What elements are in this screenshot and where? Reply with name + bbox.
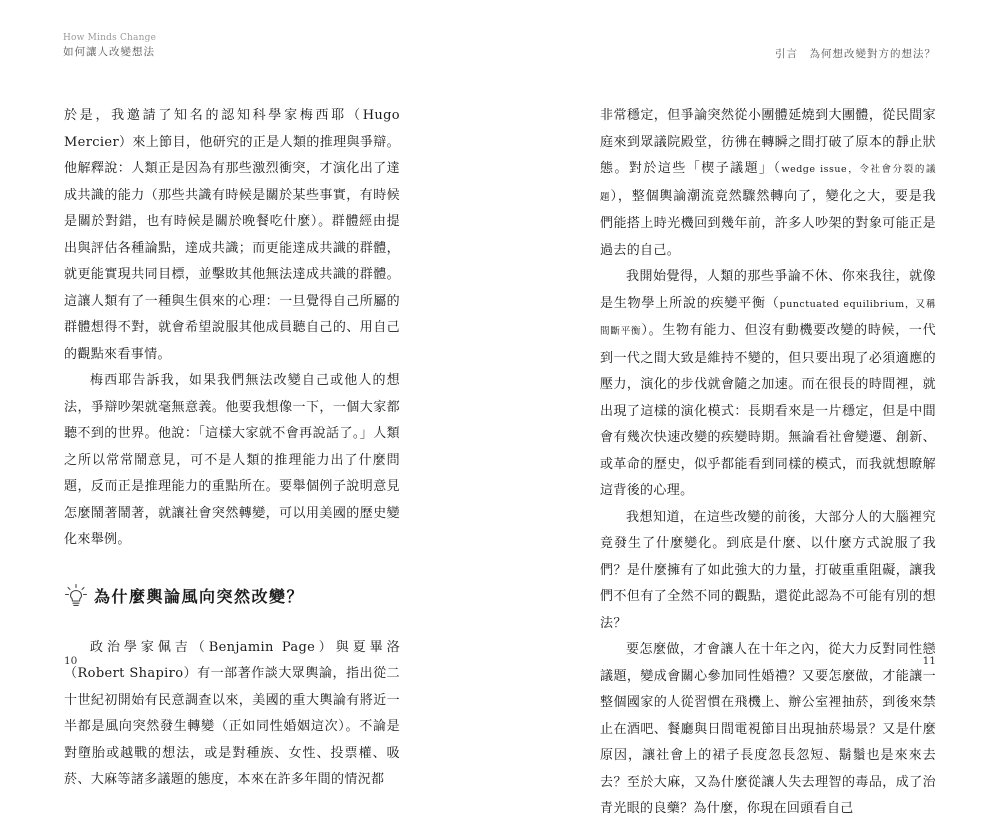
gloss-text: punctuated equilibrium，又稱間斷平衡 (600, 298, 936, 337)
page-number: 11 (922, 655, 936, 667)
paragraph-text: 非常穩定，但爭論突然從小團體延燒到大團體，從民間家庭來到眾議院殿堂，彷彿在轉瞬之間打破了原本的靜止狀態。對於這些「楔子議題」（ (600, 108, 936, 176)
paragraph (600, 103, 936, 264)
page-number: 10 (64, 655, 78, 667)
section-heading (64, 581, 400, 611)
right-page (500, 0, 1000, 816)
paragraph-text: 我開始覺得，人類的那些爭論不休、你來我往，就像是生物學上所說的疾變平衡（ (600, 269, 936, 311)
paragraph-text: ）。生物有能力、但沒有動機要改變的時候，一代到一代之間大致是維持不變的，但只要出現了必須適應的壓力，演化的步伐就會隨之加速。而在很長的時間裡，就出現了這樣的演化模式：長期看來是一片穩定，但是中間會有幾次快速改變的疾變時期。無論看社會變遷、創新、或革命的歷史，似乎都能看到同樣的模式，而我就想瞭解這背後的心理。 (600, 323, 936, 498)
running-header-book-title: 如何讓人改變想法 (63, 46, 155, 58)
paragraph: 政治學家佩吉（Benjamin Page）與夏畢洛（Robert Shapiro）有一部著作談大眾輿論，指出從二十世紀初開始有民意調查以來，美國的重大輿論有將近一半都是風向突然發生轉變（正如同性婚姻這次）。不論是對墮胎或越戰的想法，或是對種族、女性、投票權、吸菸、大麻等諸多議題的態度，本來在許多年間的情況都 (64, 639, 400, 787)
running-header-english-title: How Minds Change (63, 33, 157, 43)
running-header-chapter-title: 引言 為何想改變對方的想法？ (775, 48, 936, 60)
gloss-text: wedge issue，令社會分裂的議題 (600, 164, 936, 203)
paragraph: 要怎麼做，才會讓人在十年之內，從大力反對同性戀議題，變成會關心參加同性婚禮？又要怎麼做，才能讓一整個國家的人從習慣在飛機上、辦公室裡抽菸，到後來禁止在酒吧、餐廳與日間電視節目出現抽菸場景？又是什麼原因，讓社會上的裙子長度忽長忽短、鬍鬚也是來來去去？至於大麻，又為什麼從讓人失去理智的毒品，成了治青光眼的良藥？為什麼，你現在回頭看自己 (600, 642, 936, 816)
paragraph: 梅西耶告訴我，如果我們無法改變自己或他人的想法，爭辯吵架就毫無意義。他要我想像一下，一個大家都聽不到的世界。他說：「這樣大家就不會再說話了。」人類之所以常常鬧意見，可不是人類的推理能力出了什麼問題，反而正是推理能力的重點所在。要舉個例子說明意見怎麼鬧著鬧著，就讓社會突然轉變，可以用美國的歷史變化來舉例。 (64, 373, 400, 547)
left-page-body (64, 103, 400, 794)
paragraph (600, 264, 936, 505)
paragraph-text: ），整個輿論潮流竟然驟然轉向了，變化之大，要是我們能搭上時光機回到幾年前，許多人吵架的對象可能正是過去的自己。 (600, 188, 936, 258)
section-title: 為什麼輿論風向突然改變？ (94, 587, 305, 606)
paragraph: 我想知道，在這些改變的前後，大部分人的大腦裡究竟發生了什麼變化。到底是什麼、以什麼方式說服了我們？是什麼擁有了如此強大的力量，打破重重阻礙，讓我們不但有了全然不同的觀點，還從此認為不可能有別的想法？ (600, 509, 936, 631)
paragraph: 於是，我邀請了知名的認知科學家梅西耶（Hugo Mercier）來上節目，他研究的正是人類的推理與爭辯。他解釋說：人類正是因為有那些激烈衝突，才演化出了達成共識的能力（那些共識有時候是關於某些事實，有時候是關於對錯，也有時候是關於晚餐吃什麼）。群體經由提出與評估各種論點，達成共識；而更能達成共識的群體，就更能實現共同目標，並擊敗其他無法達成共識的群體。這讓人類有了一種與生俱來的心理：一旦覺得自己所屬的群體想得不對，就會希望說服其他成員聽自己的、用自己的觀點來看事情。 (64, 108, 400, 362)
right-page-body (600, 103, 936, 823)
left-page (0, 0, 500, 787)
lightbulb-icon (64, 583, 88, 609)
